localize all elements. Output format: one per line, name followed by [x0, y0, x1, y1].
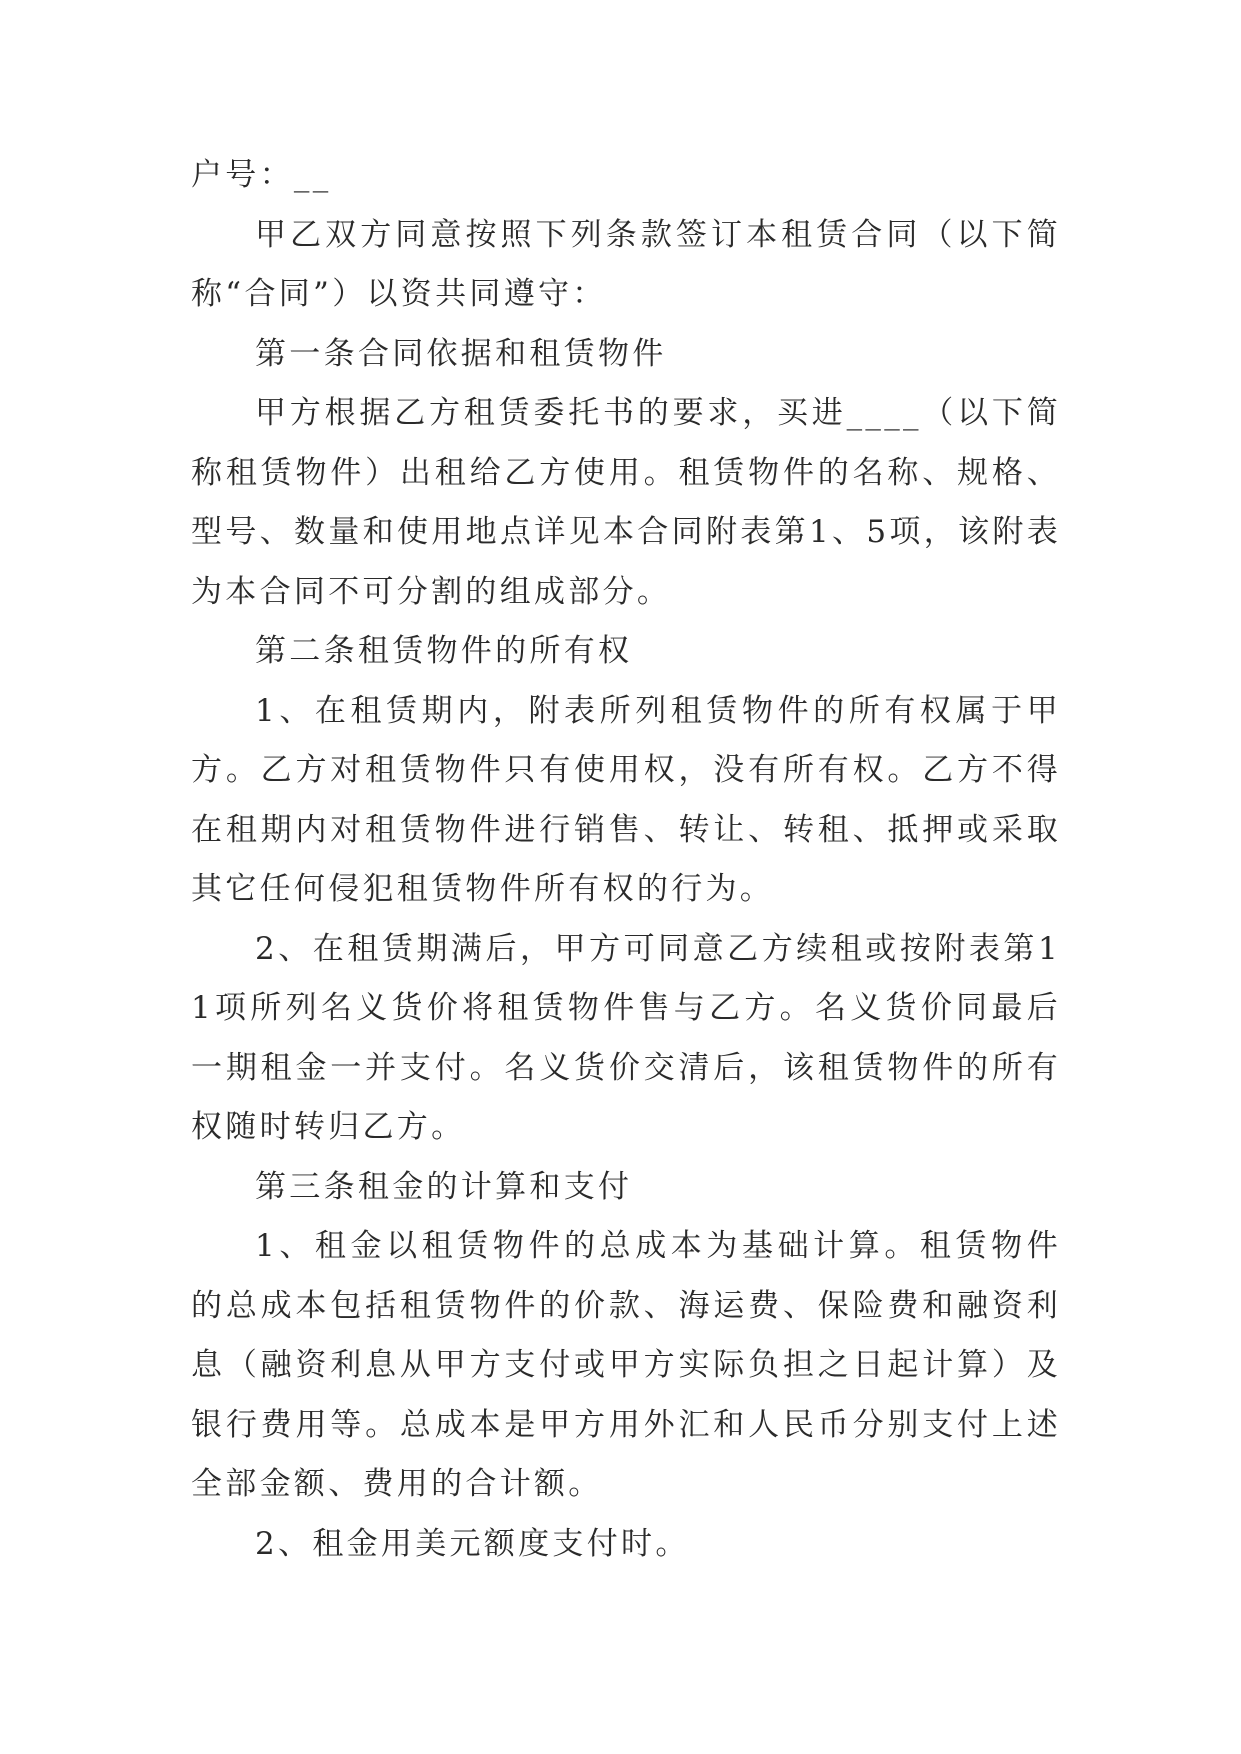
- account-number-line: 户号：__: [191, 157, 332, 193]
- document-body: [191, 146, 1061, 1574]
- preamble-paragraph: 甲乙双方同意按照下列条款签订本租赁合同（以下简称“合同”）以资共同遵守：: [191, 216, 1061, 312]
- article-1-heading: 第一条合同依据和租赁物件: [255, 335, 667, 372]
- article-3-clause-2: 2、租金用美元额度支付时。: [255, 1525, 690, 1562]
- article-3-heading: 第三条租金的计算和支付: [255, 1168, 633, 1205]
- article-2-clause-1: 1、在租赁期内，附表所列租赁物件的所有权属于甲方。乙方对租赁物件只有使用权，没有所有权。乙方不得在租期内对租赁物件进行销售、转让、转租、抵押或采取其它任何侵犯租赁物件所有权的行为。: [191, 692, 1061, 907]
- article-2-clause-2: 2、在租赁期满后，甲方可同意乙方续租或按附表第11项所列名义货价将租赁物件售与乙方。名义货价同最后一期租金一并支付。名义货价交清后，该租赁物件的所有权随时转归乙方。: [191, 930, 1061, 1145]
- article-1-body: 甲方根据乙方租赁委托书的要求，买进____（以下简称租赁物件）出租给乙方使用。租赁物件的名称、规格、型号、数量和使用地点详见本合同附表第1、5项，该附表为本合同不可分割的组成部分。: [191, 395, 1061, 610]
- article-3-clause-1: 1、租金以租赁物件的总成本为基础计算。租赁物件的总成本包括租赁物件的价款、海运费、保险费和融资利息（融资利息从甲方支付或甲方实际负担之日起计算）及银行费用等。总成本是甲方用外汇和人民币分别支付上述全部金额、费用的合计额。: [191, 1228, 1061, 1502]
- article-2-heading: 第二条租赁物件的所有权: [255, 633, 633, 669]
